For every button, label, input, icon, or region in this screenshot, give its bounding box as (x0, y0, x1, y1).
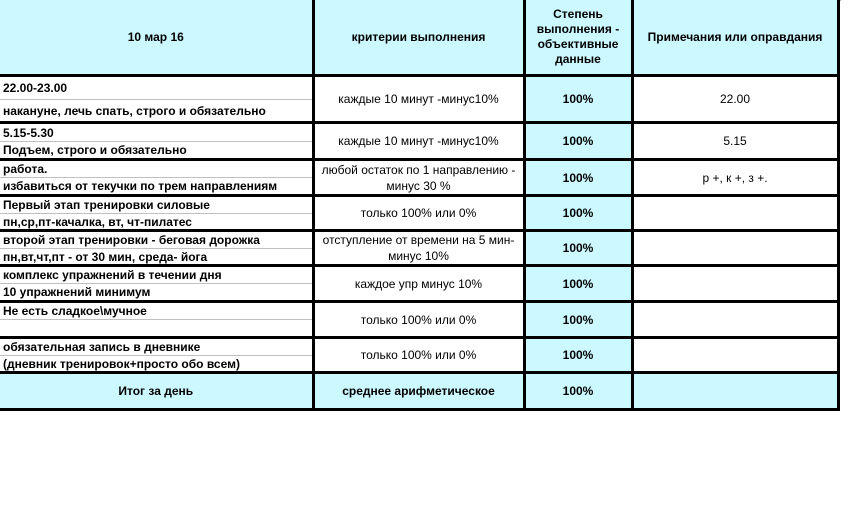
note-cell[interactable]: р +, к +, з +. (632, 160, 838, 196)
task-description[interactable]: (дневник тренировок+просто обо всем) (3, 356, 240, 371)
note-cell[interactable] (632, 196, 838, 231)
task-description[interactable] (0, 320, 312, 336)
task-title[interactable]: комплекс упражнений в течении дня (0, 267, 312, 284)
total-note[interactable] (632, 373, 838, 410)
percent-cell[interactable]: 100% (524, 266, 632, 302)
criteria-cell[interactable]: только 100% или 0% (313, 196, 524, 231)
total-percent[interactable]: 100% (524, 373, 632, 410)
table-row (0, 302, 838, 338)
table-row (0, 231, 838, 266)
task-description[interactable]: накануне, лечь спать, строго и обязательно (3, 103, 266, 118)
header-criteria[interactable]: критерии выполнения (313, 0, 524, 76)
task-title[interactable]: Не есть сладкое\мучное (0, 303, 312, 320)
task-description[interactable]: пн,ср,пт-качалка, вт, чт-пилатес (3, 214, 192, 229)
table-row (0, 123, 838, 160)
table-row (0, 196, 838, 231)
note-cell[interactable]: 5.15 (632, 123, 838, 160)
header-completion[interactable]: Степень выполнения - объективные данные (524, 0, 632, 76)
task-description[interactable]: избавиться от текучки по трем направлениям (3, 179, 278, 193)
criteria-cell[interactable]: каждые 10 минут -минус10% (313, 76, 524, 123)
header-notes[interactable]: Примечания или оправдания (632, 0, 838, 76)
percent-cell[interactable]: 100% (524, 338, 632, 373)
criteria-cell[interactable]: каждые 10 минут -минус10% (313, 123, 524, 160)
task-time[interactable]: 5.15-5.30 (0, 124, 312, 142)
header-row (0, 0, 838, 76)
table-row (0, 338, 838, 373)
percent-cell[interactable]: 100% (524, 196, 632, 231)
task-description[interactable]: 10 упражнений минимум (3, 285, 151, 299)
total-label[interactable]: Итог за день (0, 373, 313, 410)
note-cell[interactable] (632, 338, 838, 373)
percent-cell[interactable]: 100% (524, 231, 632, 266)
table-row (0, 76, 838, 123)
total-criteria[interactable]: среднее арифметическое (313, 373, 524, 410)
percent-cell[interactable]: 100% (524, 160, 632, 196)
criteria-cell[interactable]: только 100% или 0% (313, 302, 524, 338)
task-description[interactable]: пн,вт,чт,пт - от 30 мин, среда- йога (3, 249, 208, 264)
total-row (0, 373, 838, 410)
note-cell[interactable]: 22.00 (632, 76, 838, 123)
note-cell[interactable] (632, 266, 838, 302)
task-time[interactable]: 22.00-23.00 (0, 77, 312, 100)
percent-cell[interactable]: 100% (524, 76, 632, 123)
note-cell[interactable] (632, 231, 838, 266)
note-cell[interactable] (632, 302, 838, 338)
table-row (0, 160, 838, 196)
header-date[interactable]: 10 мар 16 (0, 0, 313, 76)
task-title[interactable]: второй этап тренировки - беговая дорожка (0, 232, 312, 249)
task-title[interactable]: работа. (0, 161, 312, 178)
criteria-cell[interactable]: только 100% или 0% (313, 338, 524, 373)
task-title[interactable]: Первый этап тренировки силовые (0, 197, 312, 214)
percent-cell[interactable]: 100% (524, 302, 632, 338)
criteria-cell[interactable]: отступление от времени на 5 мин- минус 10% (313, 231, 524, 266)
criteria-cell[interactable]: каждое упр минус 10% (313, 266, 524, 302)
task-description[interactable]: Подъем, строго и обязательно (3, 143, 187, 157)
task-title[interactable]: обязательная запись в дневнике (0, 339, 312, 356)
percent-cell[interactable]: 100% (524, 123, 632, 160)
table-row (0, 266, 838, 302)
criteria-cell[interactable]: любой остаток по 1 направлению - минус 30 % (313, 160, 524, 196)
